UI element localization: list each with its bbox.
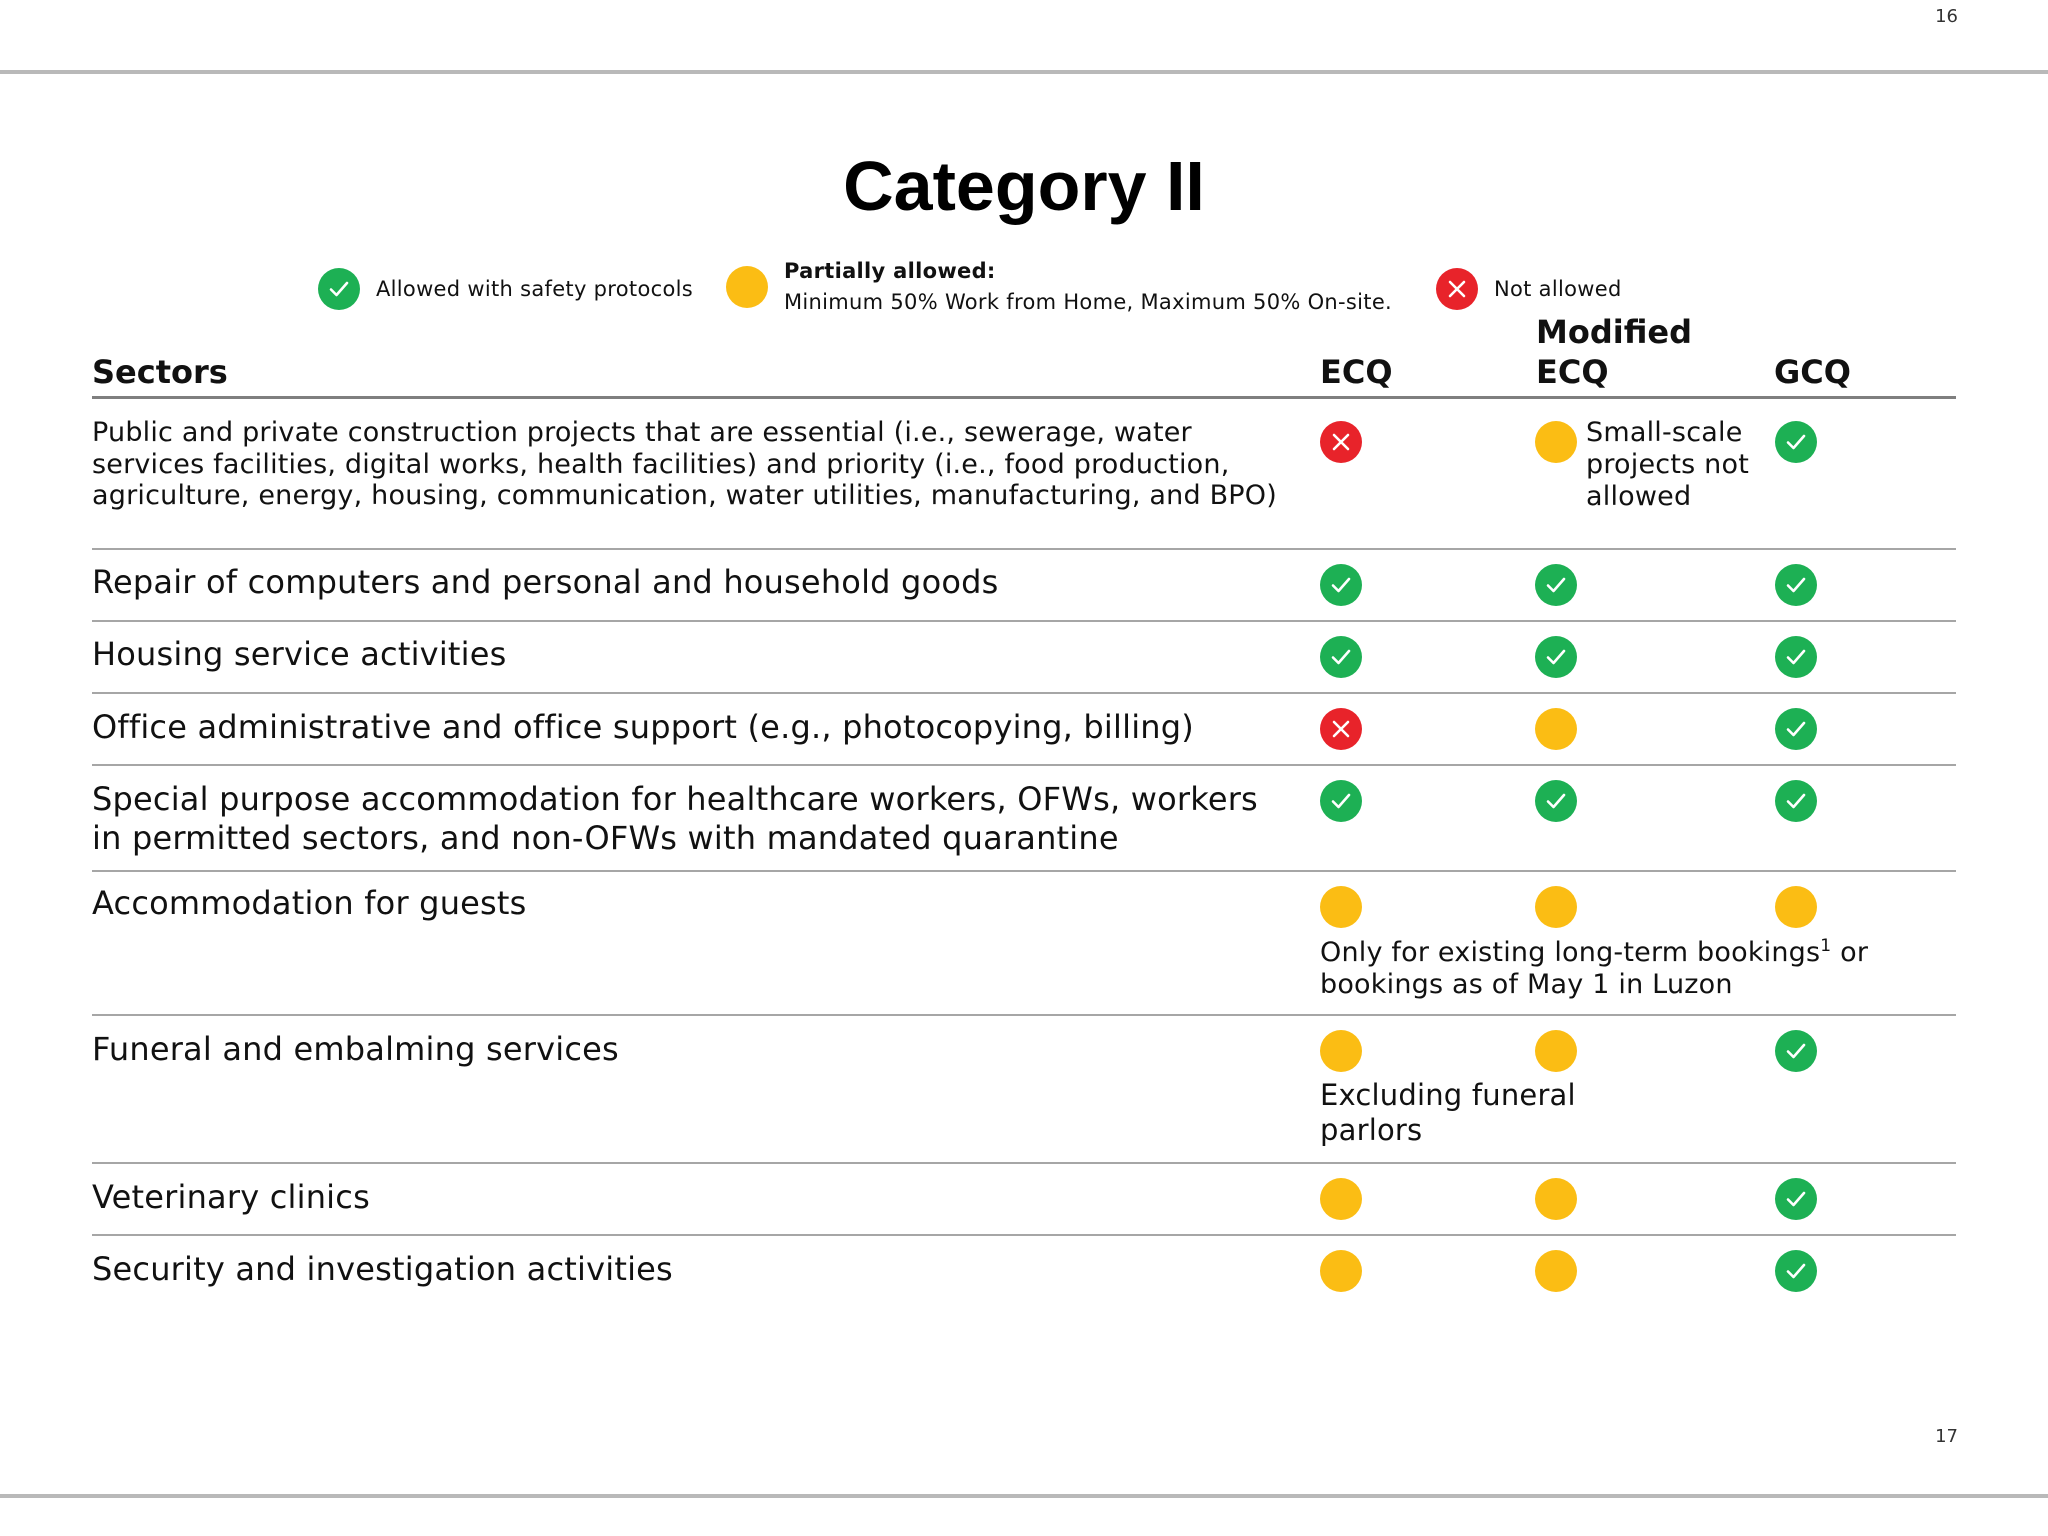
gcq-status: [1775, 1178, 1817, 1220]
partial-dot-icon: [1320, 1178, 1362, 1220]
sector-label: Public and private construction projects that are essential (i.e., sewerage, water services facilities, digital works, health facilities) and priority (i.e., food production, agriculture, energy, housing, communication, water utilities, manufacturing, and BPO): [92, 417, 1277, 511]
mecq-status: [1535, 708, 1577, 754]
mecq-status: [1535, 1030, 1577, 1076]
header-ecq: ECQ: [1320, 353, 1393, 391]
header-mecq-line1: Modified: [1536, 313, 1693, 351]
table-row: [92, 694, 1956, 766]
partial-dot-icon: [1535, 1030, 1577, 1072]
partial-dot-icon: [1320, 1250, 1362, 1292]
note-text-b: or bookings as of May 1 in Luzon: [1320, 937, 1869, 1000]
gcq-status: [1775, 564, 1817, 606]
mecq-status: [1535, 564, 1577, 606]
legend-allowed-label: Allowed with safety protocols: [376, 277, 693, 301]
table-row: [92, 872, 1956, 1016]
check-icon: [1775, 1030, 1817, 1072]
accommodation-note: [1320, 930, 1880, 1001]
sector-label: Accommodation for guests: [92, 884, 527, 922]
header-mecq: [1536, 312, 1692, 392]
x-icon: [1436, 268, 1478, 310]
legend-allowed: [318, 268, 693, 310]
sector-label: Veterinary clinics: [92, 1178, 370, 1216]
table-row: [92, 622, 1956, 694]
check-icon: [318, 268, 360, 310]
check-icon: [1775, 421, 1817, 463]
check-icon: [1320, 636, 1362, 678]
check-icon: [1775, 564, 1817, 606]
check-icon: [1775, 708, 1817, 750]
partial-dot-icon: [1535, 1178, 1577, 1220]
table-row: [92, 1016, 1956, 1164]
sector-label: Funeral and embalming services: [92, 1030, 619, 1068]
legend-partial-title: Partially allowed:: [784, 259, 996, 283]
page-title: Category II: [843, 147, 1205, 225]
header-mecq-line2: ECQ: [1536, 353, 1609, 391]
partial-dot-icon: [1535, 421, 1577, 463]
check-icon: [1775, 636, 1817, 678]
partial-dot-icon: [1535, 708, 1577, 750]
sector-label: Office administrative and office support (e.g., photocopying, billing): [92, 708, 1194, 746]
mecq-status: [1535, 886, 1577, 932]
check-icon: [1320, 564, 1362, 606]
gcq-status: [1775, 636, 1817, 678]
ecq-status: [1320, 421, 1362, 463]
footnote-marker: 1: [1820, 936, 1832, 956]
table-row: [92, 766, 1956, 872]
gcq-status: [1775, 780, 1817, 822]
sector-label: Housing service activities: [92, 635, 507, 673]
ecq-status: [1320, 886, 1362, 932]
table-header: [92, 312, 1956, 399]
ecq-status: [1320, 636, 1362, 678]
ecq-status: [1320, 708, 1362, 750]
gcq-status: [1775, 421, 1817, 463]
table-row: [92, 550, 1956, 622]
check-icon: [1775, 1250, 1817, 1292]
table-row: [92, 1236, 1956, 1306]
check-icon: [1535, 780, 1577, 822]
x-icon: [1320, 708, 1362, 750]
check-icon: [1775, 780, 1817, 822]
funeral-note: Excluding funeral parlors: [1320, 1078, 1576, 1147]
x-icon: [1320, 421, 1362, 463]
partial-dot-icon: [1535, 1250, 1577, 1292]
sector-label: Repair of computers and personal and household goods: [92, 563, 999, 601]
top-divider: [0, 70, 2048, 74]
mecq-status: [1535, 1250, 1577, 1296]
gcq-status: [1775, 708, 1817, 750]
header-sectors: Sectors: [92, 353, 228, 391]
sector-table: [92, 312, 1956, 1306]
legend-partial: [726, 256, 1392, 318]
mecq-note: Small-scale projects not allowed: [1586, 417, 1749, 512]
check-icon: [1320, 780, 1362, 822]
gcq-status: [1775, 1030, 1817, 1072]
table-row: [92, 399, 1956, 550]
sector-label: Special purpose accommodation for healthcare workers, OFWs, workers in permitted sectors, and non-OFWs with mandated quarantine: [92, 780, 1258, 857]
mecq-status: [1535, 780, 1577, 822]
ecq-status: [1320, 780, 1362, 822]
ecq-status: [1320, 564, 1362, 606]
note-text-a: Only for existing long-term bookings: [1320, 937, 1821, 968]
check-icon: [1775, 1178, 1817, 1220]
sector-label: Security and investigation activities: [92, 1250, 673, 1288]
gcq-status: [1775, 1250, 1817, 1292]
page-number-bottom: 17: [1935, 1426, 1958, 1447]
legend-not-allowed: [1436, 268, 1622, 310]
partial-dot-icon: [726, 266, 768, 308]
check-icon: [1535, 636, 1577, 678]
legend-not-allowed-label: Not allowed: [1494, 277, 1622, 301]
partial-dot-icon: [1320, 1030, 1362, 1072]
mecq-status: [1535, 421, 1577, 467]
legend-partial-detail: Minimum 50% Work from Home, Maximum 50% On-site.: [784, 290, 1393, 314]
mecq-status: [1535, 636, 1577, 678]
partial-dot-icon: [1535, 886, 1577, 928]
gcq-status: [1775, 886, 1817, 932]
mecq-status: [1535, 1178, 1577, 1224]
table-row: [92, 1164, 1956, 1236]
ecq-status: [1320, 1030, 1362, 1076]
check-icon: [1535, 564, 1577, 606]
header-gcq: GCQ: [1774, 353, 1851, 391]
page-number-top: 16: [1935, 6, 1958, 27]
ecq-status: [1320, 1178, 1362, 1224]
partial-dot-icon: [1775, 886, 1817, 928]
ecq-status: [1320, 1250, 1362, 1296]
bottom-divider: [0, 1494, 2048, 1498]
partial-dot-icon: [1320, 886, 1362, 928]
